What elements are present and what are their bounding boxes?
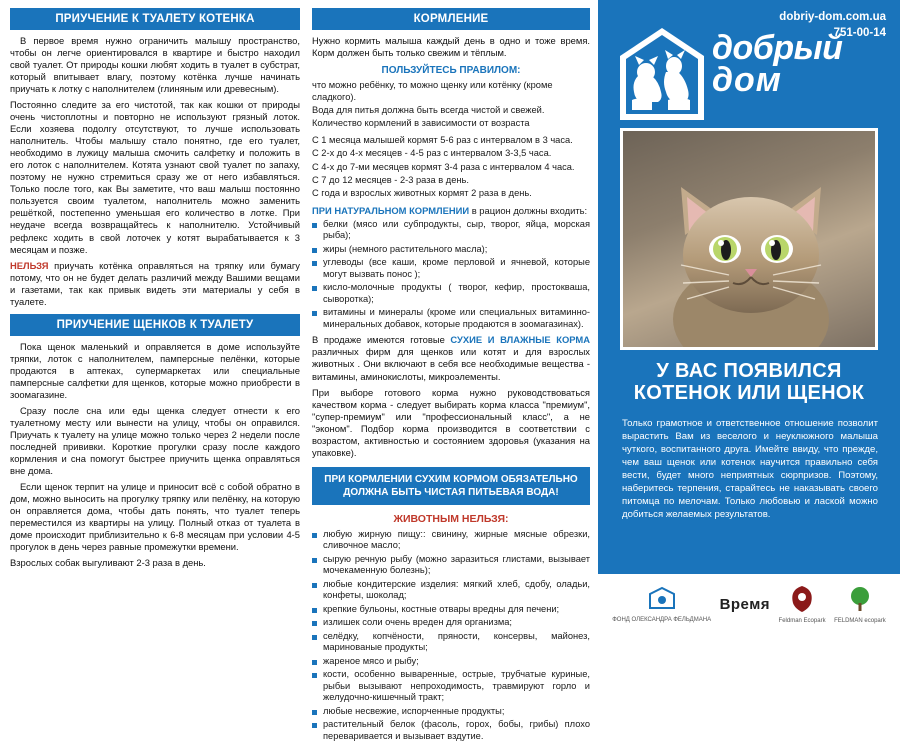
feeding-schedule <box>312 134 590 198</box>
rule-item: Количество кормлений в зависимости от возраста <box>312 118 530 129</box>
website-url[interactable]: dobriy-dom.com.ua <box>779 11 886 23</box>
schedule-item: С 4-х до 7-ми месяцев кормят 3-4 раза с интервалом 4 часа. <box>312 161 575 172</box>
list-item: кости, особенно вываренные, острые, трубчатые куриные, рыбьи вызывают непроходимость, травмируют горло и желудочно-кишечный тракт; <box>312 669 590 704</box>
brand-name-line2: дом <box>712 61 782 100</box>
sponsor-feldman[interactable] <box>779 585 826 624</box>
section-heading-litter-kitten: ПРИУЧЕНИЕ К ТУАЛЕТУ КОТЕНКА <box>10 8 300 30</box>
kitten-illustration <box>651 169 851 350</box>
paragraph: В первое время нужно ограничить малышу пространство, чтобы он легче ориентировался в квартире и быстро находил свой туалет. От природы кошки любят ходить в туалет в субстрат, который впитывает влагу, поэтому котёнка лучше начинать приучать к лотку с наполнителем (глиняным или древесным). <box>10 35 300 95</box>
dry-food-text: различных фирм для щенков или котят и для взрослых животных . Они включают в себя все необходимые вещества - витамины, аминокислоты, микроэлементы. <box>312 346 590 382</box>
list-item: излишек соли очень вреден для организма; <box>312 617 590 629</box>
list-item: любые кондитерские изделия: мягкий хлеб, сдобу, оладьи, конфеты, шоколад; <box>312 579 590 602</box>
list-item: жиры (немного растительного масла); <box>312 244 590 256</box>
brand-logo <box>616 26 884 122</box>
section-heading-feeding: КОРМЛЕНИЕ <box>312 8 590 30</box>
natural-feeding-list <box>312 219 590 331</box>
list-item: кисло-молочные продукты ( творог, кефир, простокваша, сыворотка); <box>312 282 590 305</box>
paragraph-text: приучать котёнка оправляться на тряпку или бумагу потому, что он не будет делать различий между Вашими вещами и газетами, так как привык видеть эти материалы у себя в туалете. <box>10 259 300 307</box>
paragraph: Взрослых собак выгуливают 2-3 раза в день. <box>10 557 206 569</box>
water-callout: ПРИ КОРМЛЕНИИ СУХИМ КОРМОМ ОБЯЗАТЕЛЬНО ДОЛЖНА БЫТЬ ЧИСТАЯ ПИТЬЕВАЯ ВОДА! <box>312 467 590 505</box>
house-icon <box>616 26 708 122</box>
sponsor-vremya[interactable] <box>720 597 771 614</box>
paragraph <box>312 334 590 382</box>
panel-title: У ВАС ПОЯВИЛСЯ КОТЕНОК ИЛИ ЩЕНОК <box>633 360 865 405</box>
paragraph: Постоянно следите за его чистотой, так как кошки от природы очень чистоплотны и повторно не используют грязный лоток. Если хозяева подолгу отсутствуют, то лучше использовать наполнитель. Чтобы малышу стало понятно, где его туалет, необходимо в лужицу малыша смочить салфетку и положить в его лоток с наполнителем. Котята узнают свой туалет по запаху, поэтому не нужно стремиться сразу же от него избавляться. Только после того, как Вы заметите, что ваш малыш постоянно пользуется своим туалетом, наполнитель можно заменить решёткой, постепенно уменьшая его количество в лотке. При неудаче всегда возвращайтесь к наполнителю. Устойчивый рефлекс ходить в свой лоточек у котят вырабатывается к 3 месяцам и позже. <box>10 99 300 255</box>
brand-name-line1: добрый <box>712 29 843 67</box>
schedule-item: С 1 месяца малышей кормят 5-6 раз с интервалом в 3 часа. <box>312 135 573 146</box>
schedule-item: С 2-х до 4-х месяцев - 4-5 раз с интервалом 3-3,5 часа. <box>312 148 552 159</box>
list-item: крепкие бульоны, костные отвары вредны для печени; <box>312 604 590 616</box>
sponsor-name: FELDMAN ecopark <box>834 618 886 624</box>
list-item: любую жирную пищу:: свинину, жирные мясные обрезки, сливочное масло; <box>312 529 590 552</box>
sponsor-name: Время <box>719 595 771 613</box>
schedule-item: С года и взрослых животных кормят 2 раза в день. <box>312 187 532 198</box>
feldman-crest-icon <box>787 585 817 613</box>
forbidden-heading: ЖИВОТНЫМ НЕЛЬЗЯ: <box>393 512 509 525</box>
brand-name <box>712 29 843 100</box>
sponsor-bar <box>598 574 900 636</box>
paragraph: Нужно кормить малыша каждый день в одно и тоже время. Корм должен быть только свежим и тёплым. <box>312 35 590 59</box>
list-item: жареное мясо и рыбу; <box>312 656 590 668</box>
paragraph: Пока щенок маленький и оправляется в доме используйте тряпки, лоток с наполнителем, памперсные пелёнки, которые продаются в аптеках, супермаркетах или специальные памперсные салфетки для щенков, которые можно приобрести в зоомагазине. <box>10 340 300 400</box>
list-item: витамины и минералы (кроме или специальных витаминно-минеральных добавок, которые продаются в зоомагазинах). <box>312 307 590 330</box>
list-item: растительный белок (фасоль, горох, бобы, грибы) плохо переваривается и вызывает вздутие. <box>312 719 590 742</box>
sponsor-ecopark[interactable] <box>834 585 886 624</box>
panel-body-text: Только грамотное и ответственное отношение позволит вырастить Вам из веселого и неуклюжного малыша чуткого, воспитанного друга. Имейте ввиду, что прежде, чем ваш щенок или котенок научится правильно себя вести, будет много неприятных сюрпризов. Поэтому, наберитесь терпения, старайтесь не наказывать своего питомца по мелочам. Только любовью и лаской можно добиться желаемых результатов. <box>622 418 878 520</box>
rule-heading: ПОЛЬЗУЙТЕСЬ ПРАВИЛОМ: <box>381 65 521 77</box>
list-item: сырую речную рыбу (можно заразиться глистами, вызывает мочекаменную болезнь); <box>312 554 590 577</box>
ecopark-tree-icon <box>846 585 874 613</box>
rule-list <box>312 79 590 129</box>
list-item: любые несвежие, испорченные продукты; <box>312 706 590 718</box>
dry-food-emphasis: СУХИЕ И ВЛАЖНЫЕ КОРМА <box>450 334 590 346</box>
sponsor-name: ФОНД ОЛЕКСАНДРА ФЕЛЬДМАНА <box>612 617 712 623</box>
dry-food-prefix: В продаже имеются готовые <box>312 334 451 346</box>
natural-feeding-label: ПРИ НАТУРАЛЬНОМ КОРМЛЕНИИ <box>312 204 470 216</box>
list-item: углеводы (все каши, кроме перловой и ячневой, которые могут вызвать понос ); <box>312 257 590 280</box>
sponsor-name: Feldman Ecopark <box>778 618 826 624</box>
middle-column <box>312 8 590 741</box>
left-text-block-2 <box>10 341 300 570</box>
feeding-intro <box>312 35 590 59</box>
paragraph: При выборе готового корма нужно руководствоваться качеством корма - следует выбирать корма класса "премиум", "супер-премиум" или "профессиональный класс", а не "эконом". Подбор корма производится в соответствии с возрастом, активностью и состоянием здоровья (указания на упаковке). <box>312 386 590 458</box>
paragraph: Сразу после сна или еды щенка следует отнести к его туалетному месту или вынести на улицу, чтобы он оправился. Приучать к туалету на улице можно только через 2 недели после последней прививки. Короткие прогулки сразу после каждого кормления и сна помогут быстрее приучить щенка оправляться вне дома. <box>10 404 300 476</box>
schedule-item: С 7 до 12 месяцев - 2-3 раза в день. <box>312 174 469 185</box>
phone-number: 751-00-14 <box>833 26 886 39</box>
natural-feeding-heading <box>312 205 590 216</box>
dry-food-block <box>312 334 590 458</box>
kitten-photo <box>620 128 878 350</box>
forbidden-list <box>312 529 590 742</box>
rule-item: что можно ребёнку, то можно щенку или котёнку (кроме сладкого). <box>312 80 553 103</box>
natural-feeding-tail: в рацион должны входить: <box>469 204 588 216</box>
section-heading-litter-puppy: ПРИУЧЕНИЕ ЩЕНКОВ К ТУАЛЕТУ <box>10 314 300 336</box>
foundation-icon <box>642 586 682 612</box>
list-item: селёдку, копчёности, пряности, консервы, майонез, маринованые продукты; <box>312 631 590 654</box>
paragraph: Если щенок терпит на улице и приносит всё с собой обратно в дом, можно выносить на прогулку тряпку или пелёнку, на которую он оправляется дома, чтобы дать понять, что туалет теперь переместился из квартиры на улицу. Полный отказ от туалета в доме происходит приблизительно к 6-8 месяцам при условии 4-5 прогулок в день через равные промежутки времени. <box>10 481 300 553</box>
right-panel <box>598 0 900 636</box>
emphasis-nelzya: НЕЛЬЗЯ <box>10 259 49 271</box>
left-column <box>10 8 300 628</box>
sponsor-foundation[interactable] <box>612 586 711 623</box>
list-item: белки (мясо или субпродукты, сыр, творог, яйца, морская рыба); <box>312 219 590 242</box>
rule-item: Вода для питья должна быть всегда чистой и свежей. <box>312 105 545 116</box>
left-text-block <box>10 35 300 308</box>
paragraph <box>10 260 300 308</box>
